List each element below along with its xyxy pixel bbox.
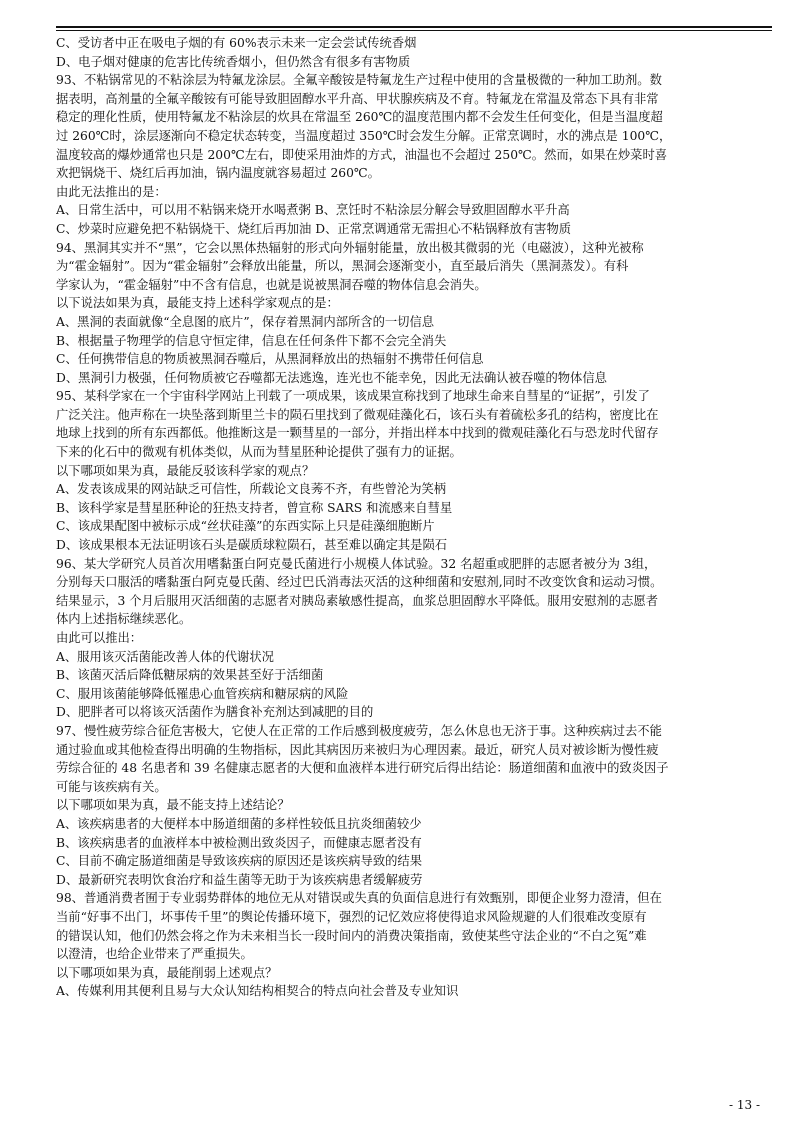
option-line: A、日常生活中，可以用不粘锅来烧开水喝煮粥 B、烹饪时不粘涂层分解会导致胆固醇水平升高 <box>56 203 570 218</box>
text-line: 据表明，高剂量的全氟辛酸铵有可能导致胆固醇水平升高、甲状腺疾病及不育。特氟龙在常温及常态下具有非常 <box>56 91 659 106</box>
text-line: 下来的化石中的微观有机体类似，从而为彗星胚种论提供了强有力的证据。 <box>56 445 462 460</box>
text-line: 通过验血或其他检查得出明确的生物指标，因此其病因历来被归为心理因素。最近，研究人员对被诊断为慢性疲 <box>56 742 659 757</box>
text-line: 稳定的理化性质，使用特氟龙不粘涂层的炊具在常温至 260℃的温度范围内都不会发生任何变化，但是当温度超 <box>56 110 663 125</box>
option-line: B、该菌灭活后降低糖尿病的效果甚至好于活细菌 <box>56 668 324 683</box>
text-line: 为“霍金辐射”。因为“霍金辐射”会释放出能量，所以，黑洞会逐渐变小，直至最后消失（黑洞蒸发）。有科 <box>56 259 629 274</box>
text-line: 当前“好事不出门，坏事传千里”的舆论传播环境下，强烈的记忆效应将使得追求风险规避的人们很难改变原有 <box>56 909 647 924</box>
text-line: 可能与该疾病有关。 <box>56 779 167 794</box>
header-rule-thin <box>56 30 772 31</box>
text-line: 结果显示，3 个月后服用灭活细菌的志愿者对胰岛素敏感性提高，血浆总胆固醇水平降低。服用安慰剂的志愿者 <box>56 593 658 608</box>
text-line: 体内上述指标继续恶化。 <box>56 612 192 627</box>
option-line: C、任何携带信息的物质被黑洞吞噬后，从黑洞释放出的热辐射不携带任何信息 <box>56 352 484 367</box>
text-line: 劳综合征的 48 名患者和 39 名健康志愿者的大便和血液样本进行研究后得出结论：肠道细菌和血液中的致炎因子 <box>56 761 669 776</box>
question-prompt: 以下哪项如果为真，最能反驳该科学家的观点？ <box>56 463 315 478</box>
question-96-stem: 96、某大学研究人员首次用嗜黏蛋白阿克曼氏菌进行小规模人体试验。32 名超重或肥胖的志愿者被分为 3组， <box>56 556 657 571</box>
option-line: D、最新研究表明饮食治疗和益生菌等无助于为该疾病患者缓解疲劳 <box>56 872 423 887</box>
option-line: B、该疾病患者的血液样本中被检测出致炎因子，而健康志愿者没有 <box>56 835 422 850</box>
option-line: C、该成果配图中被标示成“丝状硅藻”的东西实际上只是硅藻细胞断片 <box>56 519 435 534</box>
text-line: 学家认为，“霍金辐射”中不含有信息，也就是说被黑洞吞噬的物体信息会消失。 <box>56 277 487 292</box>
option-line: D、该成果根本无法证明该石头是碳质球粒陨石，甚至难以确定其是陨石 <box>56 538 448 553</box>
option-line: A、黑洞的表面就像“全息图的底片”，保存着黑洞内部所含的一切信息 <box>56 314 435 329</box>
text-line: D、电子烟对健康的危害比传统香烟小，但仍然含有很多有害物质 <box>56 54 411 69</box>
question-prompt: 由此可以推出： <box>56 631 143 645</box>
text-line: 以澄清，也给企业带来了严重损失。 <box>56 947 253 962</box>
option-line: D、黑洞引力极强，任何物质被它吞噬都无法逃逸，连光也不能幸免，因此无法确认被吞噬的物体信息 <box>56 370 607 385</box>
question-95-stem: 95、某科学家在一个宇宙科学网站上刊载了一项成果，该成果宣称找到了地球生命来自彗星的“证据”，引发了 <box>56 389 650 404</box>
text-line: 广泛关注。他声称在一块坠落到斯里兰卡的陨石里找到了微观硅藻化石，该石头有着硫松多孔的结构，密度比在 <box>56 407 659 422</box>
question-94-stem: 94、黑洞其实并不“黑”，它会以黑体热辐射的形式向外辐射能量，放出极其微弱的光（电磁波），这种光被称 <box>56 240 644 255</box>
option-line: A、该疾病患者的大便样本中肠道细菌的多样性较低且抗炎细菌较少 <box>56 816 422 831</box>
text-line: C、受访者中正在吸电子烟的有 60%表示未来一定会尝试传统香烟 <box>56 36 417 50</box>
question-prompt: 以下说法如果为真，最能支持上述科学家观点的是： <box>56 296 339 311</box>
text-line: 地球上找到的所有东西都低。他推断这是一颗彗星的一部分，并指出样本中找到的微观硅藻化石与恐龙时代留存 <box>56 426 659 441</box>
text-line: 过 260℃时，涂层逐渐向不稳定状态转变，当温度超过 350℃时会发生分解。正常烹调时，水的沸点是 100℃， <box>56 128 672 143</box>
text-line: 温度较高的爆炒通常也只是 200℃左右，即使采用油炸的方式，油温也不会超过 250℃。然而，如果在炒菜时喜 <box>56 147 668 162</box>
question-prompt: 以下哪项如果为真，最能削弱上述观点？ <box>56 965 278 980</box>
option-line: A、服用该灭活菌能改善人体的代谢状况 <box>56 649 274 664</box>
option-line: B、该科学家是彗星胚种论的狂热支持者，曾宣称 SARS 和流感来自彗星 <box>56 500 453 515</box>
option-line: D、肥胖者可以将该灭活菌作为膳食补充剂达到减肥的目的 <box>56 705 374 720</box>
question-93-stem: 93、不粘锅常见的不粘涂层为特氟龙涂层。全氟辛酸铵是特氟龙生产过程中使用的含量极微的一种加工助剂。数 <box>56 73 662 88</box>
question-98-stem: 98、普通消费者囿于专业弱势群体的地位无从对错误或失真的负面信息进行有效甄别，即便企业努力澄清，但在 <box>56 891 662 906</box>
question-97-stem: 97、慢性疲劳综合征危害极大，它使人在正常的工作后感到极度疲劳，怎么休息也无济于事。这种疾病过去不能 <box>56 723 662 738</box>
option-line: B、根据量子物理学的信息守恒定律，信息在任何条件下都不会完全消失 <box>56 333 447 348</box>
document-body <box>56 34 772 1001</box>
text-line: 的错误认知，他们仍然会将之作为未来相当长一段时间内的消费决策指南，致使某些守法企业的“不白之冤”难 <box>56 928 647 943</box>
page-number: - 13 - <box>728 1098 760 1112</box>
question-prompt: 以下哪项如果为真，最不能支持上述结论？ <box>56 798 290 813</box>
question-prompt: 由此无法推出的是： <box>56 184 167 199</box>
header-rule <box>56 26 772 28</box>
text-line: 欢把锅烧干、烧红后再加油，锅内温度就容易超过 260℃。 <box>56 166 380 181</box>
text-line: 分别每天口服活的嗜黏蛋白阿克曼氏菌、经过巴氏消毒法灭活的这种细菌和安慰剂,同时不改变饮食和运动习惯。 <box>56 575 663 590</box>
option-line: A、发表该成果的网站缺乏可信性，所载论文良莠不齐，有些曾沦为笑柄 <box>56 482 447 497</box>
option-line: C、服用该菌能够降低罹患心血管疾病和糖尿病的风险 <box>56 686 349 701</box>
option-line: C、炒菜时应避免把不粘锅烧干、烧红后再加油 D、正常烹调通常无需担心不粘锅释放有害物质 <box>56 221 572 236</box>
option-line: A、传媒利用其便利且易与大众认知结构相契合的特点向社会普及专业知识 <box>56 984 459 999</box>
option-line: C、目前不确定肠道细菌是导致该疾病的原因还是该疾病导致的结果 <box>56 854 423 869</box>
